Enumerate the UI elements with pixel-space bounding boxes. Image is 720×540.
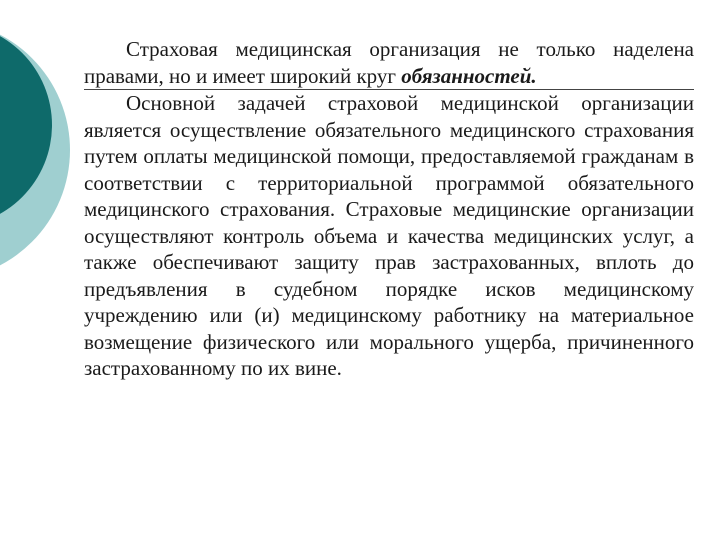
paragraph-main: Основной задачей страховой медицинской организации является осуществление обязательного медицинского страхования путем оплаты медицинской помощи, предоставляемой гражданам в соответствии с территориальной программой обязательного медицинского страхования. Страховые медицинские организации осуществляют контроль объема и качества медицинских услуг, а также обеспечивают защиту прав застрахованных, вплоть до предъявления в судебном порядке исков медицинскому учреждению или (и) медицинскому работнику на материальное возмещение физического или морального ущерба, причиненного застрахованному по их вине.: [84, 91, 694, 380]
paragraph-intro-text: Страховая медицинская организация не только наделена правами, но и имеет широкий круг: [84, 37, 694, 88]
body-text: [84, 36, 694, 382]
decorative-circles: [0, 0, 90, 300]
paragraph-intro-emphasis: обязанностей.: [401, 63, 537, 88]
paragraph-intro: [84, 36, 694, 90]
